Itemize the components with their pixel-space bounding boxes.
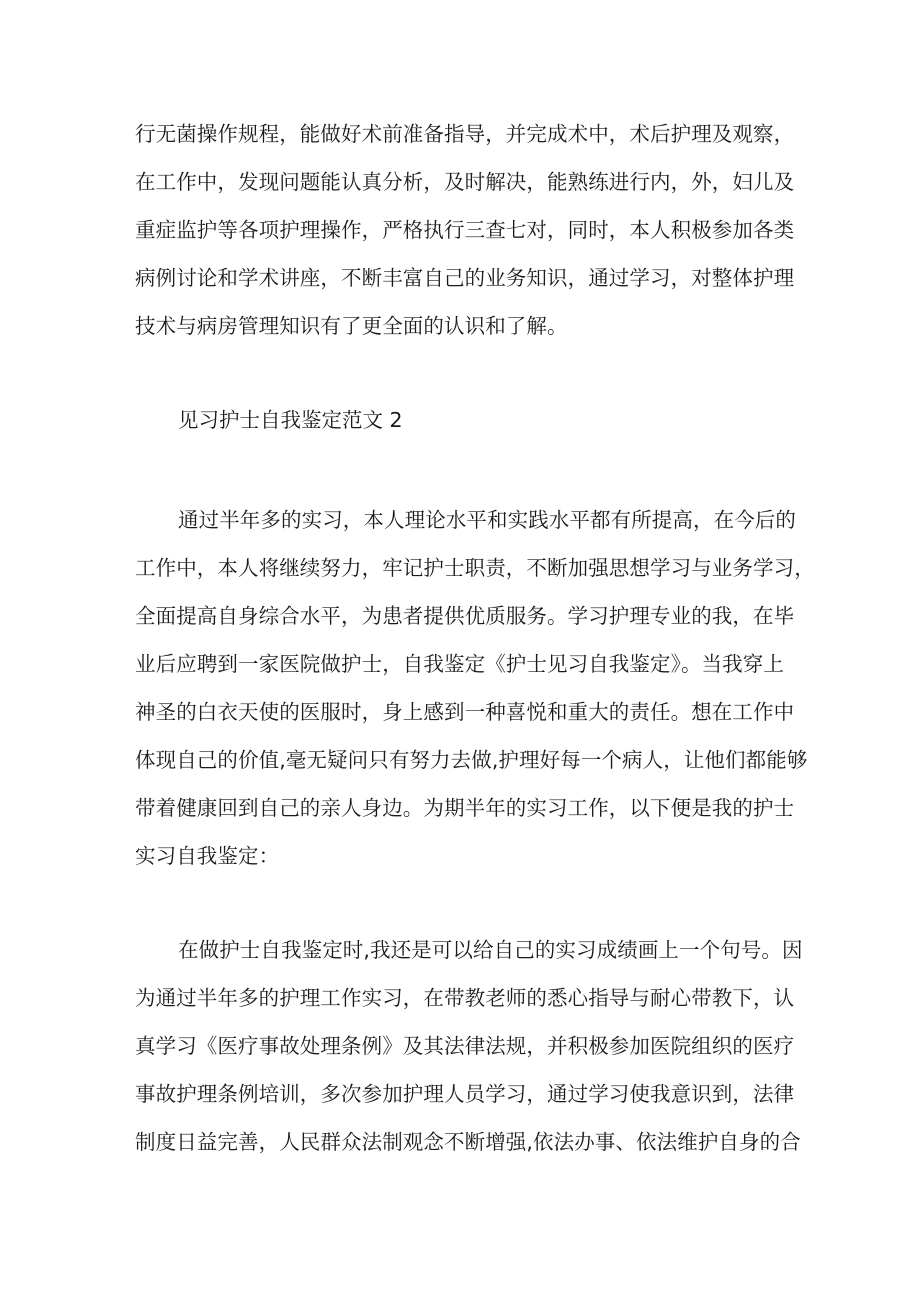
paragraph-1-line: 行无菌操作规程，能做好术前准备指导，并完成术中，术后护理及观察， xyxy=(135,122,795,146)
paragraph-2-line: 工作中，本人将继续努力，牢记护士职责，不断加强思想学习与业务学习， xyxy=(135,556,815,580)
paragraph-2-line: 神圣的白衣天使的医服时，身上感到一种喜悦和重大的责任。想在工作中 xyxy=(135,700,795,724)
paragraph-3-line: 事故护理条例培训，多次参加护理人员学习，通过学习使我意识到，法律 xyxy=(135,1082,795,1106)
paragraph-2-line: 体现自己的价值,毫无疑问只有努力去做,护理好每一个病人，让他们都能够 xyxy=(135,748,808,772)
paragraph-3-line: 为通过半年多的护理工作实习，在带教老师的悉心指导与耐心带教下，认 xyxy=(135,986,795,1010)
paragraph-3-line: 制度日益完善，人民群众法制观念不断增强,依法办事、依法维护自身的合 xyxy=(135,1130,801,1154)
paragraph-1-line: 病例讨论和学术讲座，不断丰富自己的业务知识，通过学习，对整体护理 xyxy=(135,266,795,290)
paragraph-2-line: 全面提高自身综合水平，为患者提供优质服务。学习护理专业的我，在毕 xyxy=(135,604,795,628)
paragraph-2-line: 业后应聘到一家医院做护士，自我鉴定《护士见习自我鉴定》。当我穿上 xyxy=(135,652,784,676)
paragraph-1-line: 技术与病房管理知识有了更全面的认识和了解。 xyxy=(135,314,568,338)
paragraph-1-line: 重症监护等各项护理操作，严格执行三查七对，同时，本人积极参加各类 xyxy=(135,218,795,242)
paragraph-2-line: 实习自我鉴定： xyxy=(135,844,280,868)
paragraph-3-line: 真学习《医疗事故处理条例》及其法律法规，并积极参加医院组织的医疗 xyxy=(135,1034,795,1058)
paragraph-2-line: 通过半年多的实习，本人理论水平和实践水平都有所提高，在今后的 xyxy=(178,508,796,532)
paragraph-1 xyxy=(135,110,800,350)
paragraph-2 xyxy=(135,496,815,880)
paragraph-3-line: 在做护士自我鉴定时,我还是可以给自己的实习成绩画上一个句号。因 xyxy=(178,938,803,962)
paragraph-3 xyxy=(135,926,803,1166)
paragraph-1-line: 在工作中，发现问题能认真分析，及时解决，能熟练进行内，外，妇儿及 xyxy=(135,170,795,194)
paragraph-2-line: 带着健康回到自己的亲人身边。为期半年的实习工作，以下便是我的护士 xyxy=(135,796,795,820)
section-heading: 见习护士自我鉴定范文 2 xyxy=(178,408,403,432)
